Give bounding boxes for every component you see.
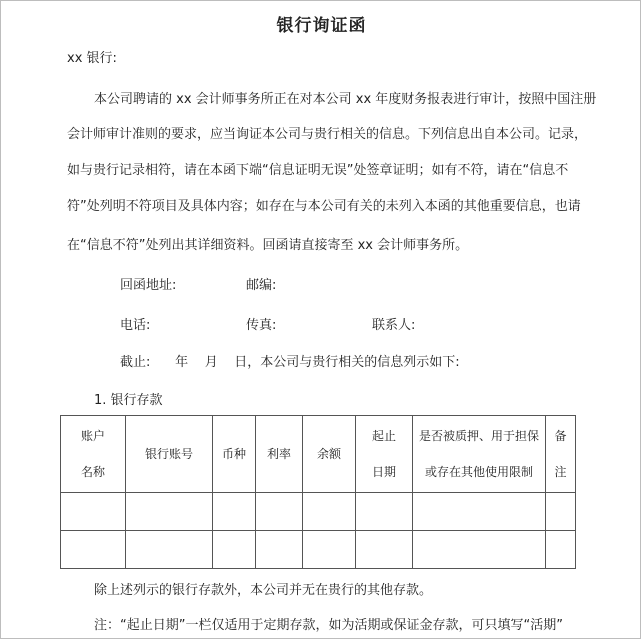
header-currency: 币种 <box>213 416 256 493</box>
document-title: 银行询证函 <box>276 16 367 36</box>
table-cell <box>213 493 256 531</box>
return-address-label: 回函地址: <box>120 278 177 293</box>
paragraph-line-1: 本公司聘请的 xx 会计师事务所正在对本公司 xx 年度财务报表进行审计，按照中国注册 <box>94 92 597 107</box>
header-restriction-top: 是否被质押、用于担保 <box>418 429 539 443</box>
date-column-note: 注：“起止日期”一栏仅适用于定期存款，如为活期或保证金存款，可只填写“活期” <box>94 618 563 633</box>
header-remark <box>546 416 576 493</box>
paragraph-line-3: 如与贵行记录相符，请在本函下端“信息证明无误”处签章证明；如有不符，请在“信息不 <box>67 163 569 178</box>
table-cell <box>356 531 413 569</box>
no-other-deposits-statement: 除上述列示的银行存款外，本公司并无在贵行的其他存款。 <box>94 583 433 598</box>
table-cell <box>61 531 126 569</box>
paragraph-line-2: 会计师审计准则的要求，应当询证本公司与贵行相关的信息。下列信息出自本公司。记录， <box>67 127 588 142</box>
table-cell <box>546 531 576 569</box>
paragraph-line-5: 在“信息不符”处列出其详细资料。回函请直接寄至 xx 会计师事务所。 <box>67 238 469 253</box>
header-account-name-top: 账户 <box>80 429 105 443</box>
header-balance: 余额 <box>303 416 356 493</box>
table-cell <box>256 531 303 569</box>
phone-label: 电话: <box>120 318 151 333</box>
contact-person-label: 联系人: <box>372 318 416 333</box>
table-row <box>61 531 576 569</box>
paragraph-line-4: 符”处列明不符项目及具体内容；如存在与本公司有关的未列入本函的其他重要信息，也请 <box>67 199 581 214</box>
table-row <box>61 493 576 531</box>
table-cell <box>61 493 126 531</box>
table-cell <box>413 493 546 531</box>
header-date-bottom: 日期 <box>371 465 396 479</box>
table-cell <box>356 493 413 531</box>
header-interest-rate: 利率 <box>256 416 303 493</box>
header-account-name <box>61 416 126 493</box>
header-date-top: 起止 <box>371 429 396 443</box>
table-cell <box>303 531 356 569</box>
header-remark-bottom: 注 <box>554 465 567 479</box>
header-restriction <box>413 416 546 493</box>
header-account-name-bottom: 名称 <box>80 465 105 479</box>
table-cell <box>126 493 213 531</box>
header-remark-top: 备 <box>554 429 567 443</box>
header-account-number: 银行账号 <box>126 416 213 493</box>
table-cell <box>126 531 213 569</box>
section-heading-bank-deposits: 1. 银行存款 <box>94 393 163 408</box>
postcode-label: 邮编: <box>246 278 277 293</box>
header-start-end-date <box>356 416 413 493</box>
bank-deposit-table <box>60 415 576 569</box>
header-restriction-bottom: 或存在其他使用限制 <box>424 465 533 479</box>
table-cell <box>213 531 256 569</box>
fax-label: 传真: <box>246 318 277 333</box>
table-cell <box>413 531 546 569</box>
table-cell <box>256 493 303 531</box>
salutation: xx 银行: <box>67 51 117 66</box>
table-cell <box>546 493 576 531</box>
cutoff-date-line: 截止: 年 月 日，本公司与贵行相关的信息列示如下: <box>120 355 460 370</box>
table-header-row <box>61 416 576 493</box>
table-cell <box>303 493 356 531</box>
